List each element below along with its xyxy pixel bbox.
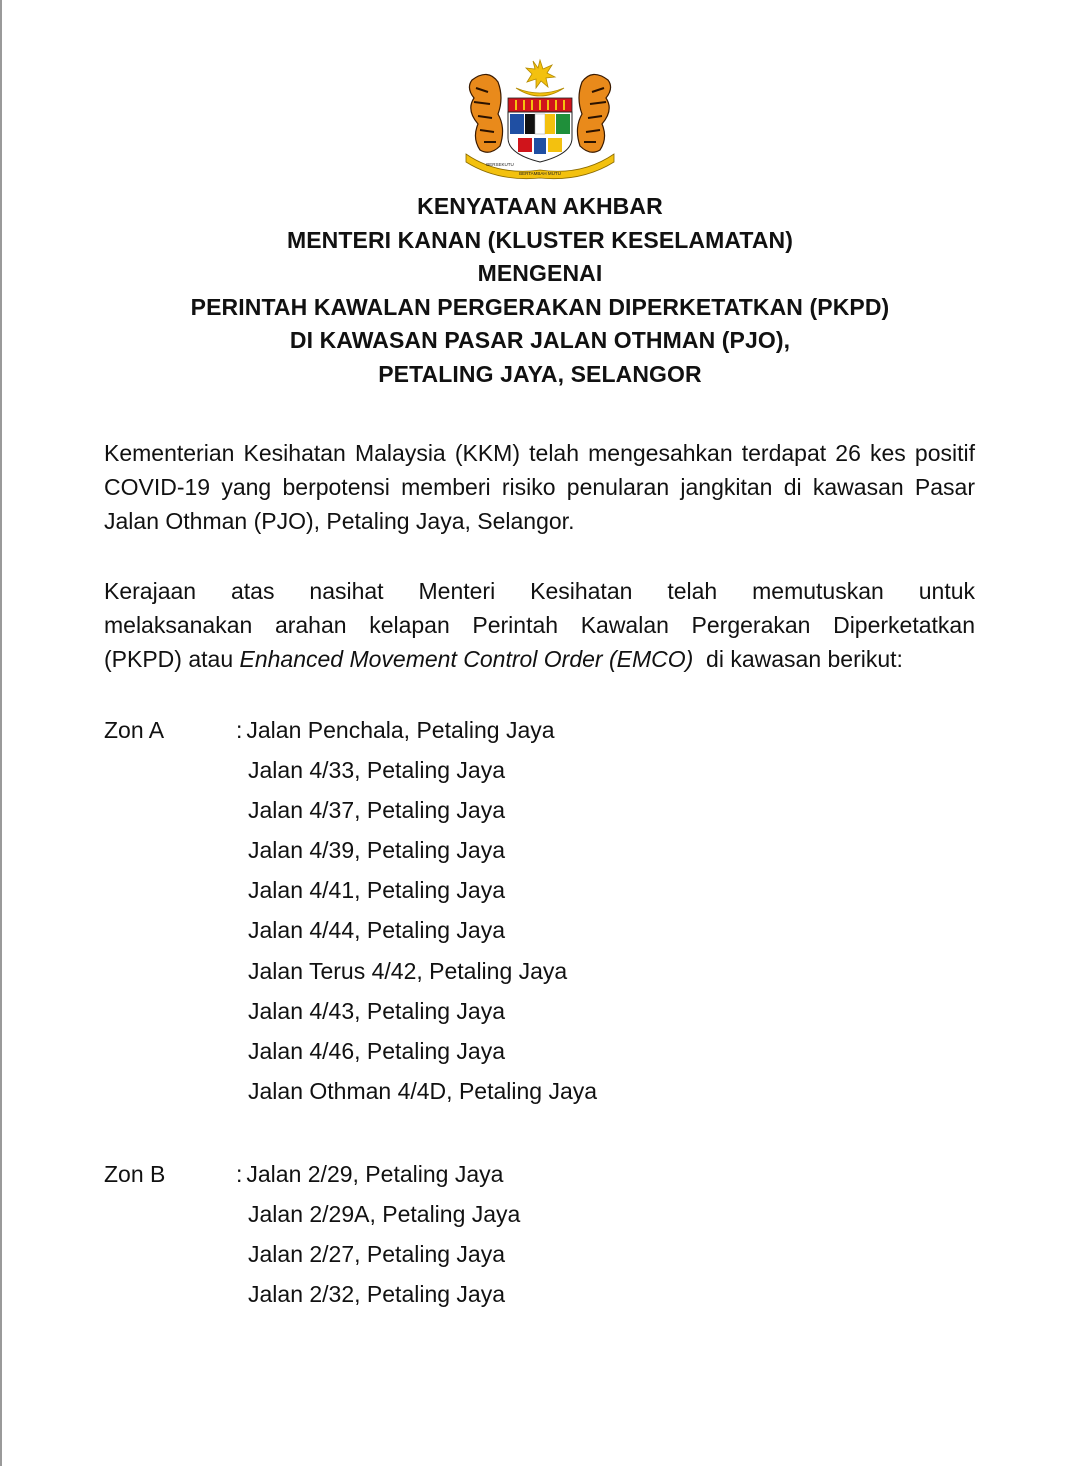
zone-label: Zon B bbox=[104, 1161, 166, 1187]
paragraph-text: (PKPD) atau bbox=[104, 646, 240, 672]
heading-line: KENYATAAN AKHBAR bbox=[417, 193, 663, 219]
list-item: Jalan 4/44, Petaling Jaya bbox=[248, 917, 506, 944]
list-item: Jalan 4/33, Petaling Jaya bbox=[248, 757, 506, 784]
heading-line: PERINTAH KAWALAN PERGERAKAN DIPERKETATKAN (PKPD) bbox=[190, 293, 890, 320]
zone-a-road-list bbox=[236, 710, 597, 1111]
road-name: Jalan 2/29, Petaling Jaya bbox=[246, 1161, 504, 1187]
malaysia-coat-of-arms-icon bbox=[458, 58, 622, 180]
emco-term: Enhanced Movement Control Order (EMCO) bbox=[239, 646, 694, 672]
paragraph-line: melaksanakan arahan kelapan Perintah Kawalan Pergerakan Diperketatkan bbox=[104, 612, 975, 638]
body-paragraph-2 bbox=[104, 574, 975, 676]
list-item: Jalan 2/27, Petaling Jaya bbox=[248, 1241, 506, 1268]
list-item bbox=[236, 710, 597, 750]
zone-colon: : bbox=[236, 1161, 243, 1187]
paragraph-line bbox=[104, 642, 975, 676]
list-item bbox=[236, 1154, 520, 1194]
list-item: Jalan 4/43, Petaling Jaya bbox=[248, 997, 506, 1024]
list-item: Jalan 4/41, Petaling Jaya bbox=[248, 877, 506, 904]
heading-line: MENGENAI bbox=[477, 260, 603, 287]
press-statement-heading bbox=[0, 190, 1080, 392]
list-item: Jalan 2/29A, Petaling Jaya bbox=[248, 1201, 521, 1228]
body-paragraph-1: Kementerian Kesihatan Malaysia (KKM) telah mengesahkan terdapat 26 kes positif COVID-19 yang berpotensi memberi risiko penularan jangkitan di kawasan Pasar Jalan Othman (PJO), Petaling Jaya, Selangor. bbox=[104, 440, 975, 534]
heading-line: PETALING JAYA, SELANGOR bbox=[378, 360, 702, 387]
svg-text:BERSEKUTU: BERSEKUTU bbox=[486, 162, 514, 167]
paragraph-text: di kawasan berikut: bbox=[693, 646, 903, 672]
list-item: Jalan 4/39, Petaling Jaya bbox=[248, 837, 506, 864]
road-name: Jalan Penchala, Petaling Jaya bbox=[246, 717, 555, 743]
list-item: Jalan Terus 4/42, Petaling Jaya bbox=[248, 957, 568, 984]
list-item: Jalan Othman 4/4D, Petaling Jaya bbox=[248, 1077, 598, 1104]
heading-line: DI KAWASAN PASAR JALAN OTHMAN (PJO), bbox=[289, 327, 791, 354]
zone-colon: : bbox=[236, 717, 243, 743]
svg-text:BERTAMBAH MUTU: BERTAMBAH MUTU bbox=[519, 171, 561, 176]
paragraph-line: Kerajaan atas nasihat Menteri Kesihatan telah memutuskan untuk bbox=[104, 578, 975, 604]
zone-label: Zon A bbox=[104, 717, 165, 743]
heading-line: MENTERI KANAN (KLUSTER KESELAMATAN) bbox=[286, 226, 794, 253]
list-item: Jalan 4/46, Petaling Jaya bbox=[248, 1037, 506, 1064]
zone-b-road-list bbox=[236, 1154, 520, 1314]
list-item: Jalan 4/37, Petaling Jaya bbox=[248, 797, 506, 824]
list-item: Jalan 2/32, Petaling Jaya bbox=[248, 1281, 506, 1308]
